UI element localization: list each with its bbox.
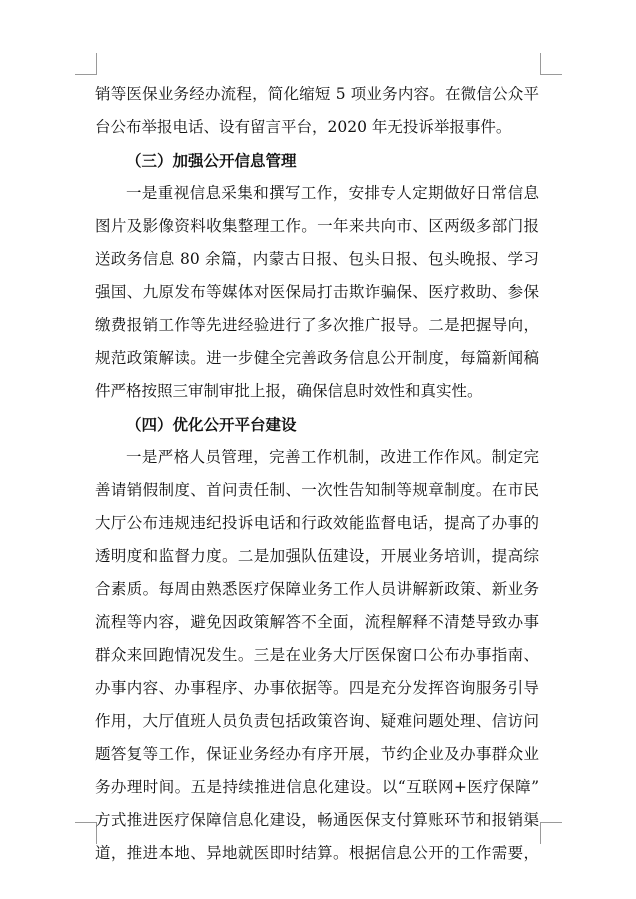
- text-line: 大厅公布违规违纪投诉电话和行政效能监督电话，提高了办事的: [95, 514, 539, 532]
- text-line: 题答复等工作，保证业务经办有序开展，节约企业及办事群众业: [95, 745, 539, 763]
- text-line: 透明度和监督力度。二是加强队伍建设，开展业务培训，提高综: [95, 547, 539, 565]
- document-body: [95, 78, 539, 870]
- section-heading: （四）优化公开平台建设: [126, 415, 297, 434]
- text-line: 流程等内容，避免因政策解答不全面，流程解释不清楚导致办事: [95, 613, 539, 631]
- section-heading: （三）加强公开信息管理: [126, 151, 297, 170]
- crop-mark-top-right-horizontal: [540, 74, 562, 75]
- text-line: 群众来回跑情况发生。三是在业务大厅医保窗口公布办事指南、: [95, 646, 539, 664]
- text-line: 规范政策解读。进一步健全完善政务信息公开制度，每篇新闻稿: [95, 349, 539, 367]
- text-line: 道，推进本地、异地就医即时结算。根据信息公开的工作需要，: [95, 844, 539, 862]
- text-line: 送政务信息 80 余篇，内蒙古日报、包头日报、包头晚报、学习: [95, 250, 539, 268]
- crop-mark-top-left-horizontal: [75, 74, 97, 75]
- text-line: 销等医保业务经办流程，简化缩短 5 项业务内容。在微信公众平: [95, 85, 539, 103]
- text-line: 办事内容、办事程序、办事依据等。四是充分发挥咨询服务引导: [95, 679, 539, 697]
- text-line: 作用，大厅值班人员负责包括政策咨询、疑难问题处理、信访问: [95, 712, 539, 730]
- text-line: 图片及影像资料收集整理工作。一年来共向市、区两级多部门报: [95, 217, 539, 235]
- crop-mark-top-left-vertical: [96, 53, 97, 75]
- text-line: 方式推进医疗保障信息化建设，畅通医保支付算账环节和报销渠: [95, 811, 539, 829]
- text-line: 务办理时间。五是持续推进信息化建设。以“互联网+医疗保障”: [95, 778, 539, 796]
- text-line: 强国、九原发布等媒体对医保局打击欺诈骗保、医疗救助、参保: [95, 283, 539, 301]
- text-line: 一是重视信息采集和撰写工作，安排专人定期做好日常信息: [126, 184, 539, 202]
- text-line: 一是严格人员管理，完善工作机制，改进工作作风。制定完: [126, 448, 539, 466]
- text-line: 件严格按照三审制审批上报，确保信息时效性和真实性。: [95, 382, 483, 400]
- text-line: 合素质。每周由熟悉医疗保障业务工作人员讲解新政策、新业务: [95, 580, 539, 598]
- text-line: 缴费报销工作等先进经验进行了多次推广报导。二是把握导向，: [95, 316, 539, 334]
- crop-mark-top-right-vertical: [540, 53, 541, 75]
- crop-mark-bottom-right-vertical: [540, 822, 541, 844]
- crop-mark-bottom-left-horizontal: [75, 822, 97, 823]
- crop-mark-bottom-right-horizontal: [540, 822, 562, 823]
- text-line: 善请销假制度、首问责任制、一次性告知制等规章制度。在市民: [95, 481, 539, 499]
- text-line: 台公布举报电话、设有留言平台，2020 年无投诉举报事件。: [95, 118, 512, 136]
